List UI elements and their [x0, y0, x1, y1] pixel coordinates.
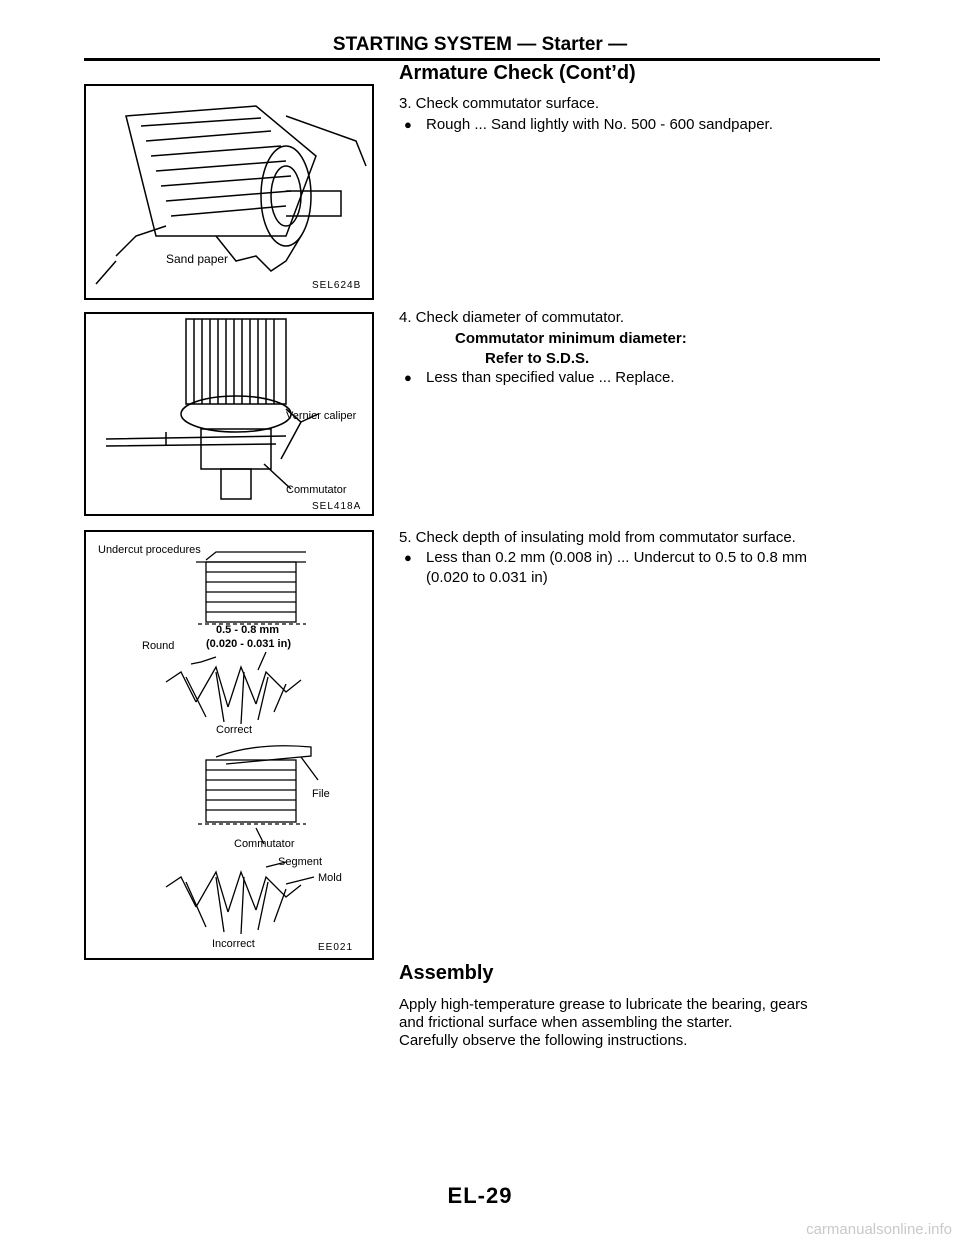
figure-code-ee021: EE021 — [318, 942, 354, 953]
page-number: EL-29 — [447, 1183, 513, 1208]
step-5: 5. Check depth of insulating mold from commutator surface. — [399, 529, 796, 546]
undercut-title: Undercut procedures — [98, 544, 201, 556]
incorrect-label: Incorrect — [212, 938, 255, 950]
figure-sandpaper — [84, 84, 374, 300]
armature-check-heading — [399, 62, 636, 85]
step-4-spec-title: Commutator minimum diameter: — [455, 330, 687, 347]
assembly-line-3: Carefully observe the following instructions. — [399, 1032, 688, 1049]
step-5-bullet-cont: (0.020 to 0.031 in) — [426, 569, 548, 586]
page-header: STARTING SYSTEM — Starter — — [332, 34, 628, 55]
commutator-label: Commutator — [286, 484, 347, 496]
figure-code-sel418a: SEL418A — [312, 501, 362, 512]
step-3-bullet: ● Rough ... Sand lightly with No. 500 - 600 sandpaper. — [404, 116, 773, 134]
figure-code-sel624b: SEL624B — [312, 280, 362, 291]
undercut-dim-mm: 0.5 - 0.8 mm — [216, 624, 279, 636]
vernier-caliper-label: Vernier caliper — [286, 410, 357, 422]
step-5-bullet: ● Less than 0.2 mm (0.008 in) ... Undercut to 0.5 to 0.8 mm — [404, 549, 807, 567]
assembly-heading — [399, 962, 494, 985]
figure-undercut — [84, 530, 374, 960]
round-label: Round — [142, 640, 175, 652]
assembly-line-2: and frictional surface when assembling the starter. — [399, 1014, 733, 1031]
step-4: 4. Check diameter of commutator. — [399, 309, 625, 326]
sandpaper-illustration — [86, 86, 372, 298]
step-4-bullet: ● Less than specified value ... Replace. — [404, 369, 674, 387]
undercut-dim-in: (0.020 - 0.031 in) — [206, 638, 291, 650]
assembly-line-1: Apply high-temperature grease to lubricate the bearing, gears — [399, 996, 808, 1013]
watermark: carmanualsonline.info — [806, 1221, 952, 1238]
assembly-title: Assembly — [399, 962, 494, 984]
file-label: File — [312, 788, 330, 800]
figure-vernier-caliper — [84, 312, 374, 516]
undercut-illustration — [86, 532, 372, 958]
commutator-label-2: Commutator — [234, 838, 295, 850]
step-3: 3. Check commutator surface. — [399, 95, 600, 112]
correct-label: Correct — [216, 724, 253, 736]
header-rule — [84, 58, 880, 61]
section-title: Armature Check (Cont’d) — [399, 62, 636, 84]
sandpaper-label: Sand paper — [166, 252, 229, 266]
mold-label: Mold — [318, 872, 342, 884]
step-4-spec-value: Refer to S.D.S. — [485, 350, 590, 367]
segment-label: Segment — [278, 856, 323, 868]
